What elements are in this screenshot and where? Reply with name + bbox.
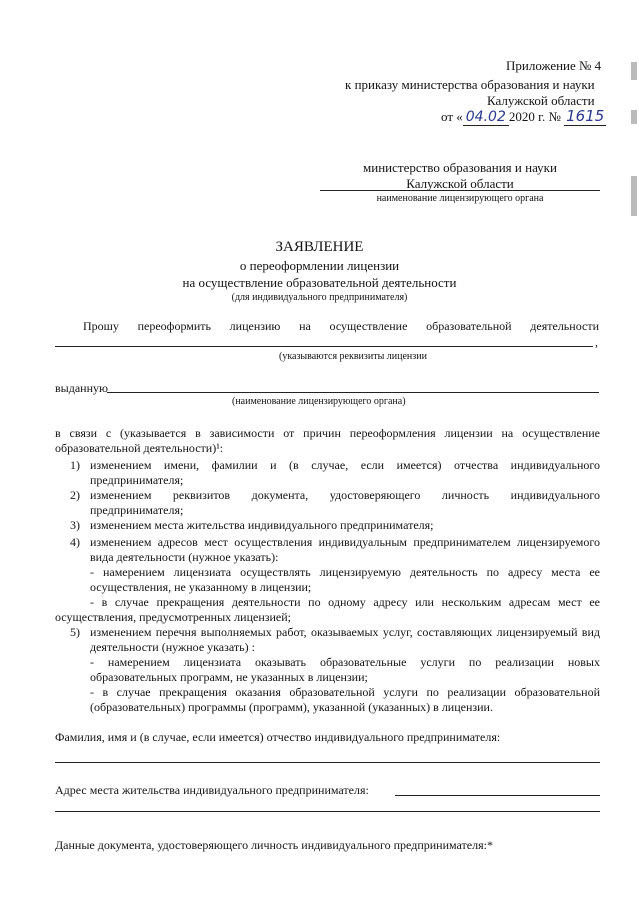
order-date-line	[441, 108, 606, 125]
address-field-line-2[interactable]	[55, 811, 600, 812]
reason-item: изменением перечня выполняемых работ, оказываемых услуг, составляющих лицензируемый вид деятельности (нужное указать) :	[90, 625, 600, 654]
reason-subitem: - намерением лицензиата оказывать образовательные услуги по реализации новых образовательных программ, не указанных в лицензии;	[90, 655, 600, 684]
item-number: 4)	[70, 535, 80, 549]
authority-underline	[320, 190, 600, 191]
reason-item: изменением реквизитов документа, удостоверяющего личность индивидуального предпринимателя;	[90, 488, 600, 517]
request-text: Прошу переоформить лицензию на осуществление образовательной деятельности	[83, 319, 599, 333]
item-number: 5)	[70, 625, 80, 639]
order-reference: к приказу министерства образования и науки	[345, 77, 595, 92]
item-number: 1)	[70, 458, 80, 472]
requisites-caption: (указываются реквизиты лицензии	[279, 351, 427, 362]
fio-field[interactable]	[55, 762, 600, 763]
requisites-line	[55, 346, 593, 347]
handwritten-order-number: 1615	[566, 107, 605, 125]
authority-line-2: Калужской области	[406, 176, 514, 191]
date-suffix: 2020 г. №	[508, 109, 561, 124]
appendix-number: Приложение № 4	[506, 58, 602, 73]
reason-subitem: - в случае прекращения деятельности по одному адресу или нескольким адресам мест ее осуществления, предусмотренных лицензией;	[55, 595, 600, 624]
document-label: Данные документа, удостоверяющего личность индивидуального предпринимателя:*	[55, 838, 493, 852]
title-line-2: о переоформлении лицензии	[239, 258, 400, 273]
address-label: Адрес места жительства индивидуального предпринимателя:	[55, 783, 369, 797]
requisites-comma: ,	[595, 335, 598, 349]
issued-line	[107, 392, 599, 393]
region-name: Калужской области	[487, 93, 595, 108]
reason-item: изменением имени, фамилии и (в случае, если имеется) отчества индивидуального предпринимателя;	[90, 458, 600, 487]
reason-item: изменением адресов мест осуществления индивидуальным предпринимателем лицензируемого вида деятельности (нужное указать):	[90, 535, 600, 564]
document-title: ЗАЯВЛЕНИЕ	[275, 239, 364, 255]
scan-mark	[631, 176, 637, 216]
item-number: 2)	[70, 488, 80, 502]
reason-intro: в связи с (указывается в зависимости от причин переоформления лицензии на осуществление образовательной деятельности)¹:	[55, 426, 600, 455]
handwritten-date: 04.02	[463, 109, 509, 126]
date-prefix: от «	[441, 109, 463, 124]
issued-label: выданную	[55, 381, 108, 395]
title-line-3: на осуществление образовательной деятельности	[182, 275, 457, 290]
item-number: 3)	[70, 518, 80, 532]
title-note: (для индивидуального предпринимателя)	[231, 292, 408, 303]
fio-label: Фамилия, имя и (в случае, если имеется) отчество индивидуального предпринимателя:	[55, 730, 501, 744]
address-field[interactable]	[395, 795, 600, 796]
issued-caption: (наименование лицензирующего органа)	[232, 396, 406, 407]
reason-subitem: - в случае прекращения оказания образовательной услуги по реализации образовательной (образовательных) программы (программ), указанной (указанных) в лицензии.	[90, 685, 600, 714]
scan-mark	[631, 62, 637, 80]
reason-item: изменением места жительства индивидуального предпринимателя;	[90, 518, 434, 532]
scan-mark	[631, 110, 637, 124]
authority-caption: наименование лицензирующего органа	[376, 193, 544, 204]
reason-subitem: - намерением лицензиата осуществлять лицензируемую деятельность по адресу места ее осуществления, не указанному в лицензии;	[90, 565, 600, 594]
authority-line-1: министерство образования и науки	[363, 160, 557, 175]
